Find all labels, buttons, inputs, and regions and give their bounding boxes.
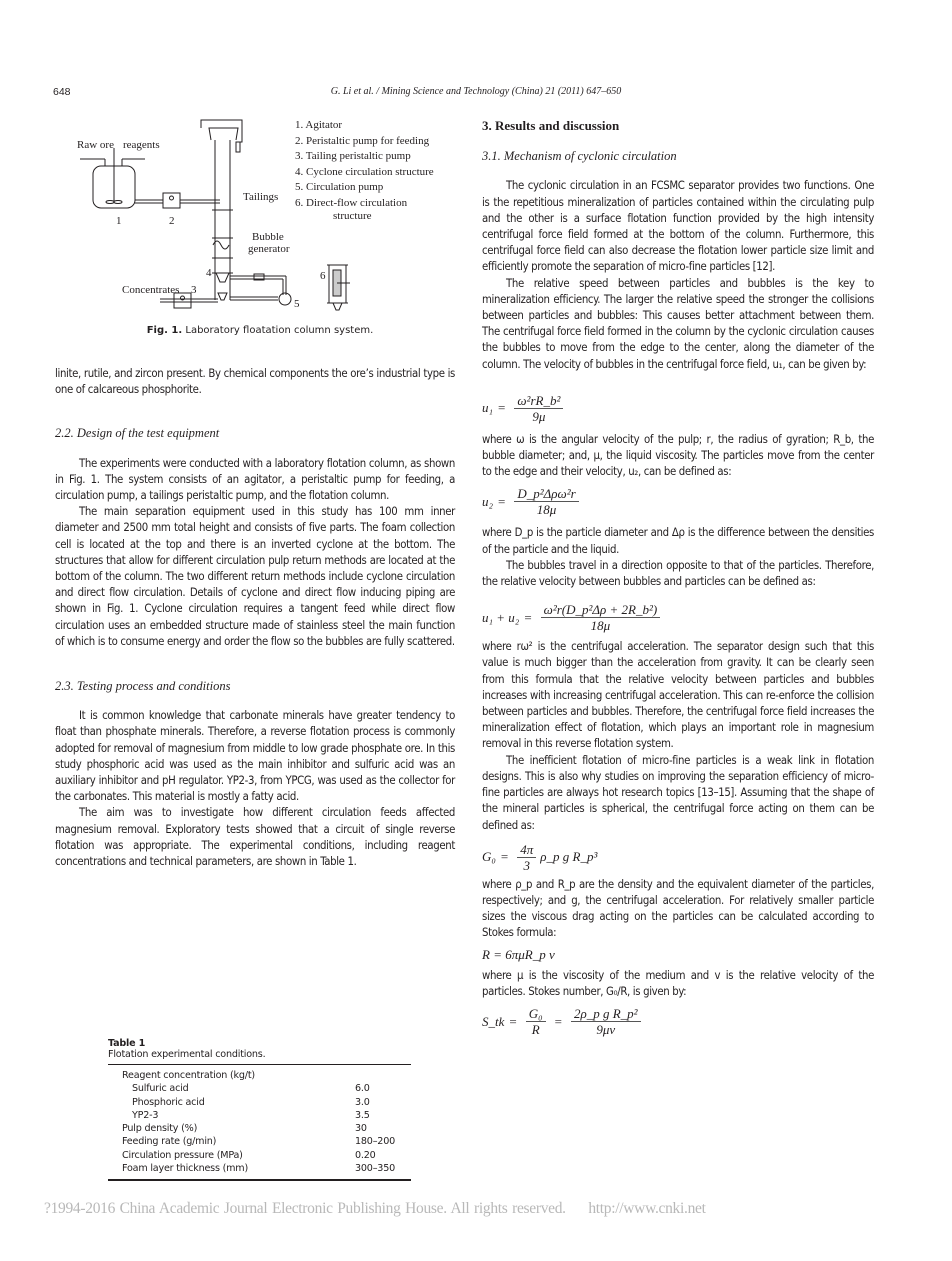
table-1 <box>108 1038 411 1181</box>
section-2-2-heading: 2.2. Design of the test equipment <box>55 426 220 441</box>
eq-lhs: u₂ <box>482 493 494 509</box>
table-caption: Flotation experimental conditions. <box>108 1049 266 1060</box>
table-row <box>108 1109 411 1122</box>
paragraph: The relative speed between particles and bubbles is the key to mineralization efficiency. The larger the relative speed the stronger the collisions between particles and bubbles: This causes better attachment between them. The centrifugal force field formed in the column by the cyclonic circulation causes the bubbles to move from the edge to the center, along the diameter of the column. The velocity of bubbles in the centrifugal force field, u₁, can be given by: <box>482 276 874 371</box>
copyright-text: ?1994-2016 China Academic Journal Electronic Publishing House. All rights reserved. <box>44 1200 566 1217</box>
eq-numerator: ω²rR_b² <box>514 393 563 409</box>
figure-caption-label: Fig. 1. <box>146 325 183 336</box>
eq-coef-numerator: 4π <box>517 842 536 858</box>
label-6: 6 <box>320 270 326 282</box>
legend-item: 2. Peristaltic pump for feeding <box>295 134 430 147</box>
equation-u1-plus-u2: u₁ + u₂ = $\frac{\text{ω²r(D\_p²Δρ + 2R\_b²)}}{18\mu}$ <box>482 602 874 633</box>
paragraph: The inefficient flotation of micro-fine particles is a weak link in flotation designs. This is also why studies on improving the separation efficiency of micro-fine particles are always hot research topics [13–15]. Assuming that the shape of the mineral particles is spherical, the centrifugal force acting on them can be defined as: <box>482 753 874 832</box>
figure-legend <box>295 118 434 221</box>
conditions-table <box>108 1064 411 1181</box>
legend-item: 1. Agitator <box>295 119 343 131</box>
equation-u2: u₂ = $\frac{\text{D\_p²Δρω²r}}{18\mu}$ <box>482 486 874 517</box>
label-reagents: reagents <box>123 139 160 151</box>
section-3-heading: 3. Results and discussion <box>482 118 620 133</box>
flotation-column-diagram <box>60 110 300 315</box>
figure-caption <box>60 325 460 336</box>
label-1: 1 <box>116 215 122 227</box>
eq-lhs: u₁ + u₂ <box>482 609 520 625</box>
eq-rest: ρ_p g R_p³ <box>540 849 598 865</box>
table-cell-parameter: Circulation pressure (MPa) <box>122 1149 243 1161</box>
legend-item: 5. Circulation pump <box>295 181 384 194</box>
label-3: 3 <box>191 284 197 296</box>
equation-u1: u₁ = $\frac{\text{ω²rR\_b²}}{9\mu}$ <box>482 393 874 424</box>
right-column <box>482 118 874 1037</box>
direct-flow-structure-drawing <box>320 263 360 333</box>
table-row <box>108 1082 411 1095</box>
running-head: G. Li et al. / Mining Science and Technology (China) 21 (2011) 647–650 <box>330 86 622 97</box>
flotation-column <box>160 120 291 308</box>
table-label: Table 1 <box>108 1038 146 1049</box>
paragraph: where ρ_p and R_p are the density and the equivalent diameter of the particles, respectively; and g, the centrifugal acceleration. For relatively smaller particle sizes the viscous drag acting on the particles can be calculated according to Stokes formula: <box>482 877 874 940</box>
table-cell-parameter: Phosphoric acid <box>132 1096 205 1108</box>
paragraph: where μ is the viscosity of the medium and v is the relative velocity of the particles. Stokes number, G₀/R, is given by: <box>482 968 874 998</box>
paragraph: where D_p is the particle diameter and Δρ is the difference between the densities of the particle and the liquid. <box>482 526 874 556</box>
cnki-url: http://www.cnki.net <box>588 1200 706 1217</box>
section-3-1-heading: 3.1. Mechanism of cyclonic circulation <box>482 149 677 164</box>
table-row <box>108 1065 411 1083</box>
label-4: 4 <box>206 267 212 279</box>
legend-item-continuation: structure <box>333 209 372 222</box>
label-concentrates: Concentrates <box>122 284 180 296</box>
table-cell-value <box>355 1065 411 1083</box>
table-cell-parameter: Pulp density (%) <box>122 1123 198 1135</box>
paragraph: where rω² is the centrifugal acceleration. The separator design such that this value is much bigger than the acceleration from gravity. It can be clearly seen from this formula that the relative velocity between particles and bubbles increases with increasing centrifugal acceleration. This can re-enforce the collision between particles and bubbles. Therefore, the centrifugal force field increases the mineralization effect of flotation, which plays an important role in magnesium removal in this reverse flotation system. <box>482 640 874 751</box>
paragraph: It is common knowledge that carbonate minerals have greater tendency to float than phosphate minerals. Therefore, a reverse flotation process is commonly adopted for removal of magnesium from middle to low grade phosphate ore. In this study phosphoric acid was used as the main inhibitor and sulfuric acid was an auxiliary inhibitor and pH regulator. YP2-3, from YPCG, was used as the collector for the carbonates. This material is mostly a fatty acid. <box>55 709 455 804</box>
paragraph: linite, rutile, and zircon present. By chemical components the ore’s industrial type is one of calcareous phosphorite. <box>55 367 455 397</box>
label-bubble: Bubble <box>252 231 284 243</box>
legend-item: 4. Cyclone circulation structure <box>295 165 434 178</box>
eq-numerator: D_p²Δρω²r <box>514 486 578 502</box>
table-cell-value: 6.0 <box>355 1083 370 1095</box>
section-2-3-heading: 2.3. Testing process and conditions <box>55 679 231 694</box>
table-row <box>108 1162 411 1180</box>
eq-text: R = 6πμR_p v <box>482 946 555 962</box>
eq-mid-numerator: G₀ <box>526 1006 546 1022</box>
eq-lhs: G₀ <box>482 849 496 865</box>
eq-denominator: 18μ <box>536 502 557 518</box>
table-cell-value: 3.5 <box>355 1109 370 1121</box>
table-cell-value: 300–350 <box>355 1163 396 1175</box>
eq-numerator: ω²r(D_p²Δρ + 2R_b²) <box>541 602 661 618</box>
table-cell-value: 3.0 <box>355 1096 370 1108</box>
eq-denominator: 9μ <box>532 408 546 424</box>
paragraph: The cyclonic circulation in an FCSMC separator provides two functions. One is the repetitious mineralization of particles contained within the circulating pulp and the other is a surface flotation function provided by the high intensity centrifugal force field formed at the bottom of the column. Furthermore, this centrifugal force field can also decrease the flotation lower particle size limit and efficiently promote the separation of micro-fine particles [12]. <box>482 179 874 274</box>
table-cell-parameter: Feeding rate (g/min) <box>122 1136 217 1148</box>
page-number: 648 <box>53 86 71 98</box>
eq-coef-denominator: 3 <box>523 857 531 873</box>
table-cell-value: 0.20 <box>355 1149 376 1161</box>
table-cell-parameter: Reagent concentration (kg/t) <box>122 1070 255 1081</box>
legend-item: 6. Direct-flow circulation <box>295 196 408 209</box>
paragraph: The main separation equipment used in this study has 100 mm inner diameter and 2500 mm total height and consists of five parts. The foam collection cell is located at the top and there is an inverted cyclone at the bottom. The structures that allow for different circulation pulp return methods are located at the bottom of the column. The two different return methods include cyclone circulation and direct flow circulation. Details of cyclone and direct flow inducing piping are shown in Fig. 1. Cyclone circulation requires a tangent feed while direct flow circulation uses an embedded structure made of stainless steel the main function of which is to consume energy and order the flow so the bubbles are fully scattered. <box>55 505 455 648</box>
paragraph: The bubbles travel in a direction opposite to that of the particles. Therefore, the relative velocity between bubbles and particles can be defined as: <box>482 558 874 589</box>
eq-denominator: 9μv <box>596 1022 616 1038</box>
equation-stokes-number: S_tk = $\frac{\text{G₀}}{R}$ = $\frac{\text{2ρ\_p g R\_p²}}{9\mu v}$ <box>482 1006 874 1037</box>
eq-mid-denominator: R <box>531 1022 540 1038</box>
paragraph: The experiments were conducted with a laboratory flotation column, as shown in Fig. 1. The system consists of an agitator, a peristaltic pump for feeding, a circulation pump, a tailings peristaltic pump, and the flotation column. <box>55 456 455 503</box>
eq-numerator: 2ρ_p g R_p² <box>571 1006 641 1022</box>
label-raw-ore: Raw ore <box>77 139 114 151</box>
label-2: 2 <box>169 215 175 227</box>
agitator <box>80 148 145 208</box>
equation-g0: G₀ = $\frac{4\pi}{3}$ ρ_p g R_p³ <box>482 841 598 873</box>
table-cell-parameter: Sulfuric acid <box>132 1083 189 1095</box>
eq-lhs: S_tk <box>482 1013 505 1029</box>
copyright-footer <box>44 1200 706 1218</box>
legend-item: 3. Tailing peristaltic pump <box>295 150 411 163</box>
paragraph: where ω is the angular velocity of the pulp; r, the radius of gyration; R_b, the bubble diameter; and, μ, the liquid viscosity. The particles move from the center to the edge and their velocity, u₂, can be defined as: <box>482 432 874 479</box>
paragraph: The aim was to investigate how different circulation feeds affected magnesium removal. Exploratory tests showed that a circuit of single reverse flotation was appropriate. The experimental conditions, including reagent concentrations and technical parameters, are shown in Table 1. <box>55 806 455 869</box>
label-generator: generator <box>248 243 290 255</box>
equation-stokes-drag <box>482 947 874 963</box>
table-row <box>108 1149 411 1162</box>
figure-caption-text: Laboratory floatation column system. <box>185 325 374 336</box>
table-cell-parameter: Foam layer thickness (mm) <box>122 1163 248 1175</box>
table-row <box>108 1096 411 1109</box>
table-row <box>108 1135 411 1148</box>
table-cell-value: 30 <box>355 1123 367 1135</box>
label-tailings: Tailings <box>243 191 279 203</box>
label-5: 5 <box>294 298 300 310</box>
left-column <box>55 366 455 870</box>
eq-denominator: 18μ <box>590 618 611 634</box>
table-row <box>108 1122 411 1135</box>
table-cell-parameter: YP2-3 <box>132 1109 159 1121</box>
table-cell-value: 180–200 <box>355 1136 396 1148</box>
eq-lhs: u₁ <box>482 400 494 416</box>
